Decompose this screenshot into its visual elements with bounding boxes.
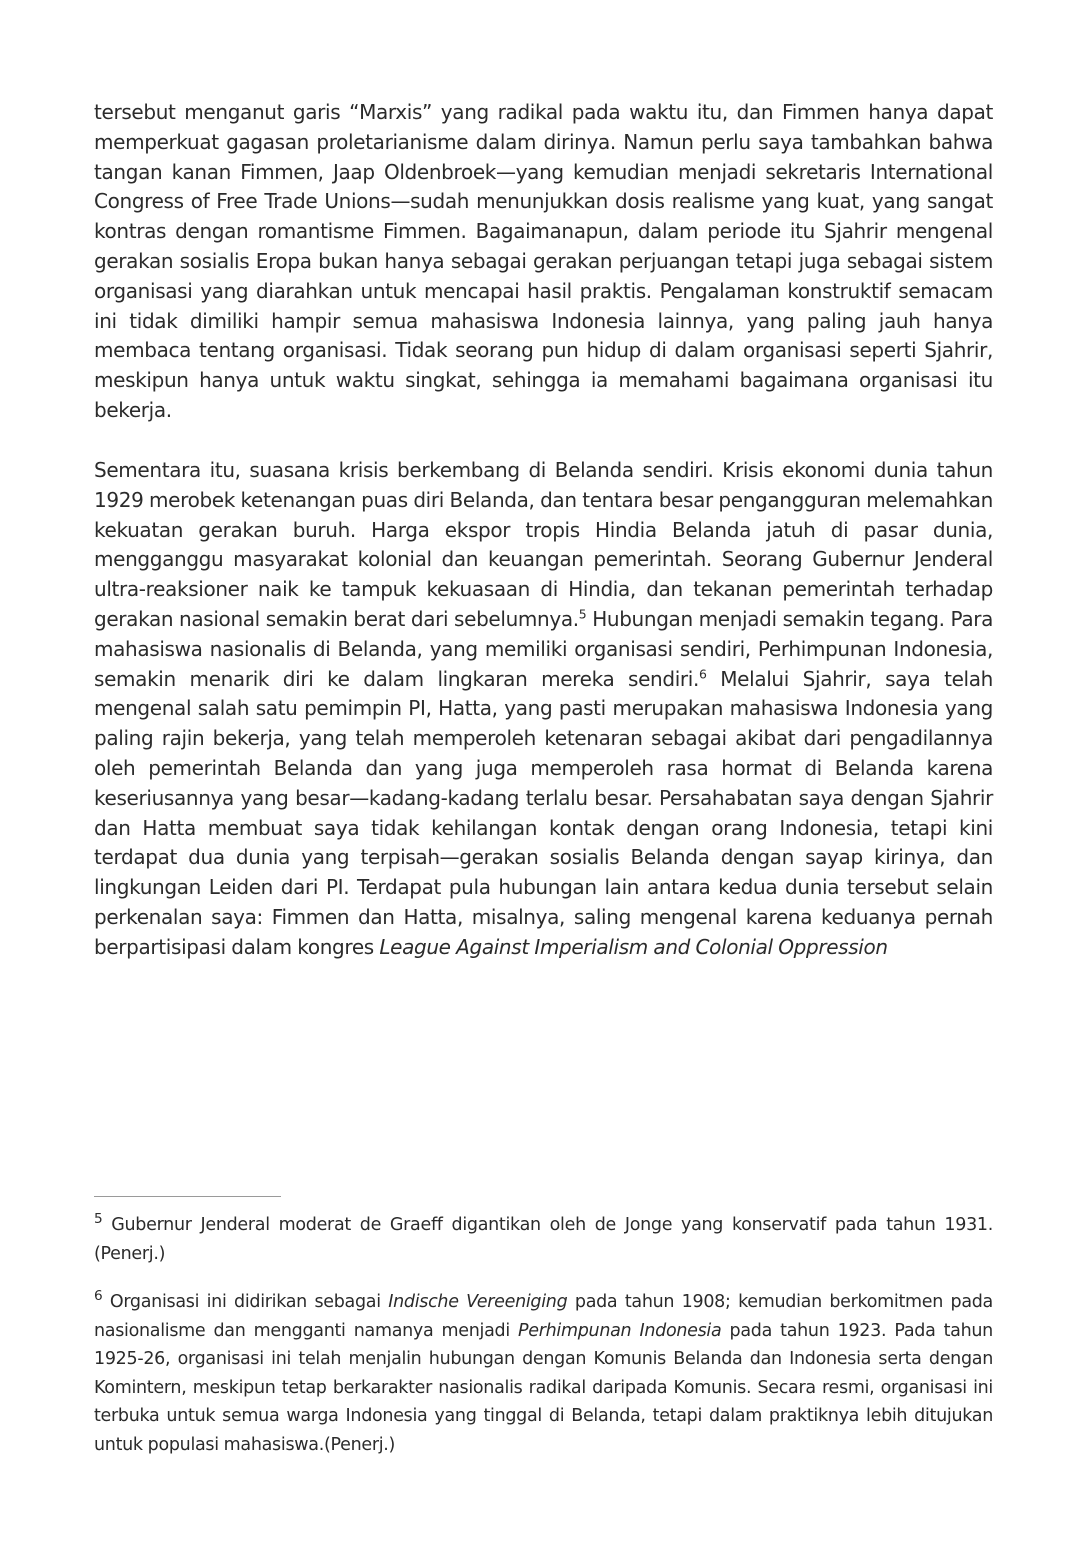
footnote-6-italic-2: Perhimpunan Indonesia — [518, 1320, 722, 1341]
paragraph-2-text-part-3: Melalui Sjahrir, saya telah mengenal salah satu pemimpin PI, Hatta, yang pasti merupakan mahasiswa Indonesia yang paling rajin bekerja, yang telah memperoleh ketenaran sebagai akibat dari pengadilannya oleh pemerintah Belanda dan yang juga memperoleh rasa hormat di Belanda karena keseriusannya yang besar—kadang-kadang terlalu besar. Persahabatan saya dengan Sjahrir dan Hatta membuat saya tidak kehilangan kontak dengan orang Indonesia, tetapi kini terdapat dua dunia yang terpisah—gerakan sosialis Belanda dengan sayap kirinya, dan lingkungan Leiden dari PI. Terdapat pula hubungan lain antara kedua dunia tersebut selain perkenalan saya: Fimmen dan Hatta, misalnya, saling mengenal karena keduanya pernah berpartisipasi dalam kongres — [94, 666, 993, 959]
footnote-5 — [94, 1211, 993, 1268]
paragraph-1-text: tersebut menganut garis “Marxis” yang radikal pada waktu itu, dan Fimmen hanya dapat memperkuat gagasan proletarianisme dalam dirinya. Namun perlu saya tambahkan bahwa tangan kanan Fimmen, Jaap Oldenbroek—yang kemudian menjadi sekretaris International Congress of Free Trade Unions—sudah menunjukkan dosis realisme yang kuat, yang sangat kontras dengan romantisme Fimmen. Bagaimanapun, dalam periode itu Sjahrir mengenal gerakan sosialis Eropa bukan hanya sebagai gerakan perjuangan tetapi juga sebagai sistem organisasi yang diarahkan untuk mencapai hasil praktis. Pengalaman konstruktif semacam ini tidak dimiliki hampir semua mahasiswa Indonesia lainnya, yang paling jauh hanya membaca tentang organisasi. Tidak seorang pun hidup di dalam organisasi seperti Sjahrir, meskipun hanya untuk waktu singkat, sehingga ia memahami bagaimana organisasi itu bekerja. — [94, 100, 993, 422]
footnote-6-number: 6 — [94, 1288, 103, 1305]
footnote-6-text-part-2: pada tahun 1908; kemudian berkomitmen pada nasionalisme dan mengganti namanya menjadi — [94, 1292, 993, 1341]
body-paragraph-2 — [94, 456, 993, 963]
footnote-5-number: 5 — [94, 1211, 103, 1228]
footnote-reference-5: 5 — [578, 606, 587, 622]
footnote-6-text-part-1: Organisasi ini didirikan sebagai — [102, 1292, 389, 1312]
footnote-6-text-part-3: pada tahun 1923. Pada tahun 1925-26, organisasi ini telah menjalin hubungan dengan Komunis Belanda dan Indonesia serta dengan Komintern, meskipun tetap berkarakter nasionalis radikal daripada Komunis. Secara resmi, organisasi ini terbuka untuk semua warga Indonesia yang tinggal di Belanda, tetapi dalam praktiknya lebih ditujukan untuk populasi mahasiswa.(Penerj.) — [94, 1320, 993, 1455]
paragraph-2-text-part-1: Sementara itu, suasana krisis berkembang di Belanda sendiri. Krisis ekonomi dunia tahun 1929 merobek ketenangan puas diri Belanda, dan tentara besar pengangguran melemahkan kekuatan gerakan buruh. Harga ekspor tropis Hindia Belanda jatuh di pasar dunia, mengganggu masyarakat kolonial dan keuangan pemerintah. Seorang Gubernur Jenderal ultra-reaksioner naik ke tampuk kekuasaan di Hindia, dan tekanan pemerintah terhadap gerakan nasional semakin berat dari sebelumnya. — [94, 458, 993, 631]
paragraph-2-text-part-2: Hubungan menjadi semakin tegang. Para mahasiswa nasionalis di Belanda, yang memiliki organisasi sendiri, Perhimpunan Indonesia, semakin menarik diri ke dalam lingkaran mereka sendiri. — [94, 606, 993, 691]
body-paragraph-1 — [94, 98, 993, 426]
paragraph-2-italic-title: League Against Imperialism and Colonial Oppression — [379, 934, 888, 959]
footnote-6-italic-1: Indische Vereeniging — [388, 1292, 568, 1312]
footnote-divider — [94, 1196, 281, 1197]
footnote-reference-6: 6 — [699, 665, 707, 681]
footnote-6 — [94, 1288, 993, 1459]
footnote-5-text: Gubernur Jenderal moderat de Graeff digantikan oleh de Jonge yang konservatif pada tahun 1931. (Penerj.) — [94, 1215, 993, 1264]
